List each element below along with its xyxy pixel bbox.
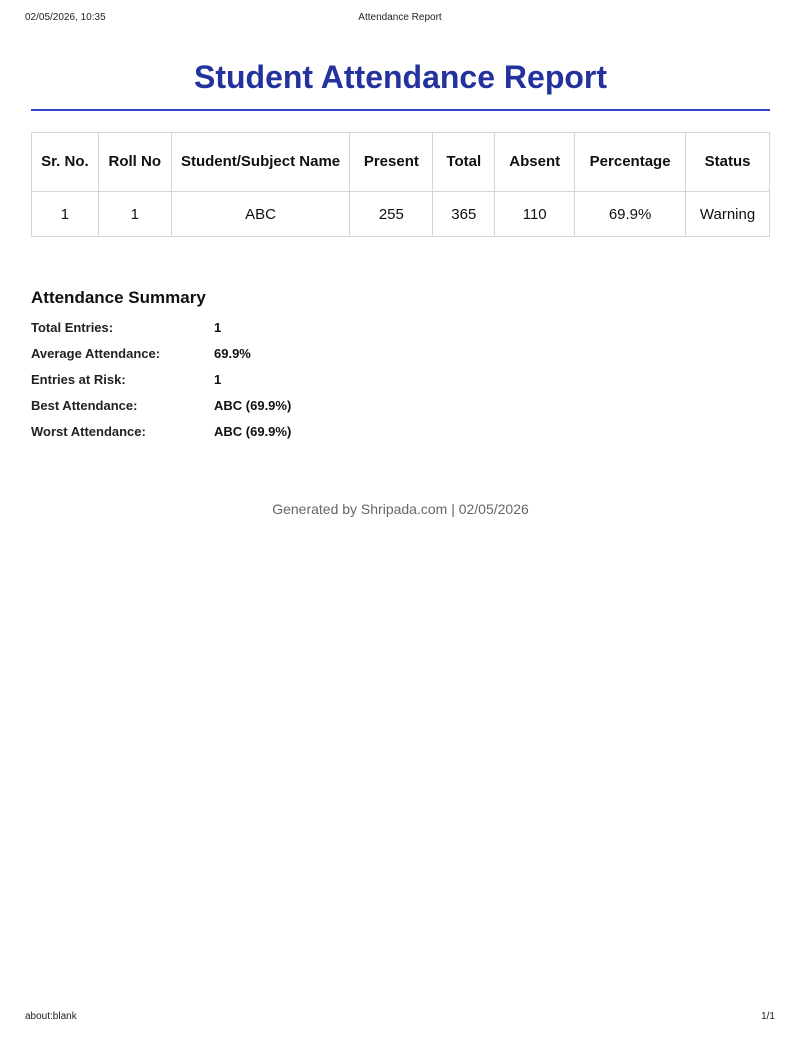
print-url: about:blank [25, 1011, 77, 1022]
print-footer [25, 1011, 775, 1025]
summary-entries-at-risk [31, 371, 770, 397]
header-status: Status [686, 133, 770, 192]
cell-sr-no: 1 [32, 192, 99, 237]
header-roll-no: Roll No [98, 133, 171, 192]
summary-label: Entries at Risk: [31, 372, 126, 387]
cell-student-name: ABC [171, 192, 350, 237]
summary-average-attendance [31, 345, 770, 371]
title-divider [31, 109, 770, 111]
attendance-table [31, 132, 770, 237]
summary-value: ABC (69.9%) [214, 398, 292, 413]
cell-status: Warning [686, 192, 770, 237]
generated-by-footer: Generated by Shripada.com | 02/05/2026 [272, 501, 529, 517]
summary-label: Best Attendance: [31, 398, 138, 413]
header-present: Present [350, 133, 433, 192]
summary-value: 69.9% [214, 346, 251, 361]
summary-value: 1 [214, 372, 222, 387]
header-percentage: Percentage [575, 133, 686, 192]
report-title: Student Attendance Report [193, 59, 608, 95]
attendance-summary [31, 287, 770, 449]
cell-absent: 110 [495, 192, 575, 237]
report-page [31, 55, 770, 517]
print-header [25, 12, 775, 26]
summary-label: Worst Attendance: [31, 424, 146, 439]
cell-present: 255 [350, 192, 433, 237]
header-sr-no: Sr. No. [32, 133, 99, 192]
table-header-row [32, 133, 770, 192]
cell-total: 365 [433, 192, 495, 237]
cell-roll-no: 1 [98, 192, 171, 237]
summary-value: 1 [214, 320, 222, 335]
summary-heading: Attendance Summary [31, 288, 206, 307]
print-page-number: 1/1 [761, 1011, 775, 1022]
summary-label: Total Entries: [31, 320, 114, 335]
summary-total-entries [31, 319, 770, 345]
header-student-name: Student/Subject Name [171, 133, 350, 192]
summary-worst-attendance [31, 423, 770, 449]
cell-percentage: 69.9% [575, 192, 686, 237]
summary-label: Average Attendance: [31, 346, 161, 361]
table-row [32, 192, 770, 237]
print-datetime: 02/05/2026, 10:35 [25, 12, 106, 23]
print-doc-title: Attendance Report [358, 12, 442, 23]
header-absent: Absent [495, 133, 575, 192]
summary-value: ABC (69.9%) [214, 424, 292, 439]
header-total: Total [433, 133, 495, 192]
summary-best-attendance [31, 397, 770, 423]
